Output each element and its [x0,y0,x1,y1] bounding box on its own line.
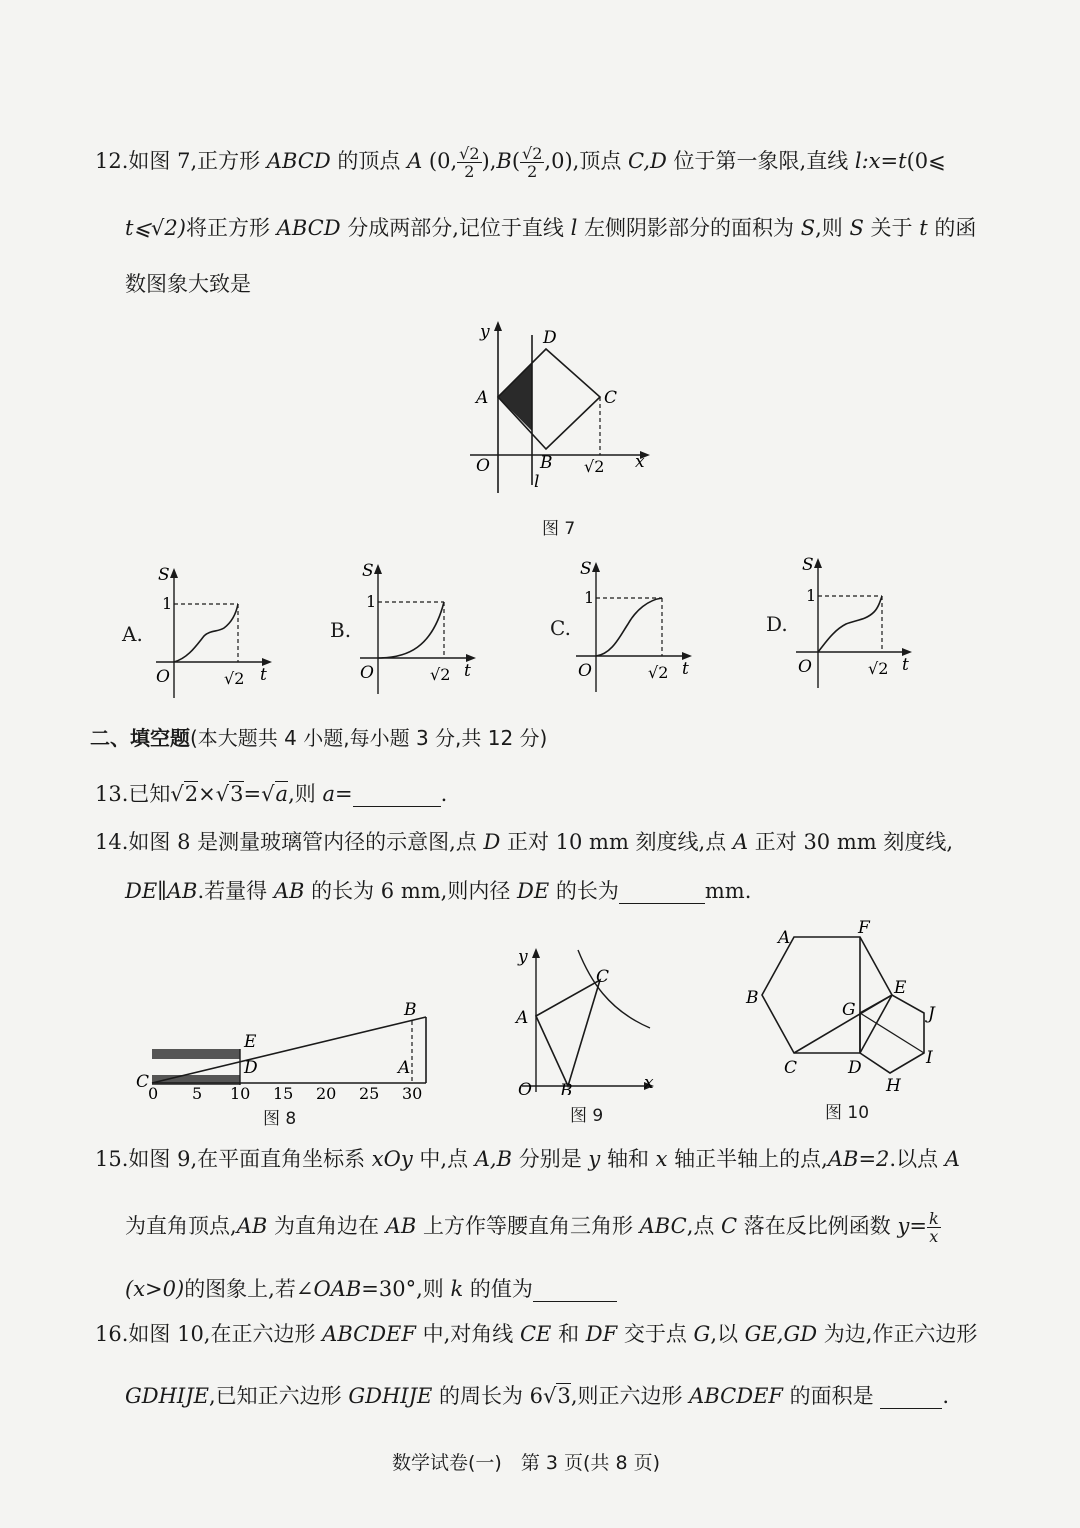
glass-tube-top [152,1049,240,1059]
y-axis-arrow [494,321,502,331]
fraction-sqrt2-over-2-b: $\frac{√2}{2}$ [522,144,543,181]
svg-text:B: B [404,1000,417,1020]
q12-line2: t⩽√2)将正方形 ABCD 分成两部分,记位于直线 l 左侧阴影部分的面积为 S,则 S 关于 t 的函 [125,216,977,240]
svg-text:0: 0 [148,1084,159,1103]
svg-text:E: E [894,978,907,998]
svg-text:√2: √2 [868,659,889,678]
svg-text:J: J [928,1004,935,1024]
fig7-caption: 图 7 [542,519,576,539]
option-a-graph[interactable] [148,562,278,702]
svg-text:1: 1 [366,592,377,611]
fig9-caption: 图 9 [570,1106,604,1126]
svg-text:B: B [560,1081,573,1095]
svg-text:√2: √2 [430,665,451,684]
svg-text:5: 5 [192,1084,203,1103]
fig10-caption: 图 10 [825,1103,870,1123]
svg-text:C: C [784,1058,798,1078]
label-D: D [543,328,557,348]
svg-text:1: 1 [806,586,817,605]
svg-text:t: t [260,665,267,685]
option-a-label[interactable]: A. [122,622,143,646]
svg-text:C: C [596,967,610,987]
q14-answer-blank[interactable] [619,879,705,904]
option-d-graph[interactable] [792,552,922,692]
option-c-label[interactable]: C. [550,616,571,640]
svg-text:O: O [156,667,170,687]
svg-text:F: F [858,918,870,938]
svg-text:x: x [644,1073,654,1093]
figure-7 [460,315,660,500]
label-A: A [476,388,489,408]
svg-text:O: O [360,663,374,683]
svg-text:A: A [516,1008,529,1028]
svg-text:t: t [464,661,471,681]
svg-text:1: 1 [162,594,173,613]
svg-text:I: I [926,1048,933,1068]
svg-text:√2: √2 [648,663,669,682]
svg-text:15: 15 [273,1084,294,1103]
q15-line1: 15.如图 9,在平面直角坐标系 xOy 中,点 A,B 分别是 y 轴和 x 轴正半轴上的点,AB=2.以点 A [95,1147,960,1171]
option-b-label[interactable]: B. [330,618,352,642]
svg-text:D: D [848,1058,862,1078]
curve-d [818,596,882,652]
q15-answer-blank[interactable] [533,1277,617,1302]
option-d-label[interactable]: D. [766,612,788,636]
fraction-sqrt2-over-2: $\frac{√2}{2}$ [459,144,480,181]
label-B: B [540,453,553,473]
svg-text:10: 10 [230,1084,251,1103]
label-sqrt2: √2 [584,457,605,476]
svg-text:O: O [578,661,592,681]
label-O: O [476,456,490,476]
q15-line3: (x>0)的图象上,若∠OAB=30°,则 k 的值为 [125,1273,617,1303]
q14-line2: DE∥AB.若量得 AB 的长为 6 mm,则内径 DE 的长为 mm. [125,879,752,903]
q12-line3: 数图象大致是 [125,272,251,296]
svg-text:25: 25 [359,1084,380,1103]
svg-text:30: 30 [402,1084,423,1103]
figure-9 [508,940,668,1095]
curve-c [596,598,662,656]
figure-8 [130,995,440,1105]
svg-text:y: y [518,947,528,967]
label-C: C [604,388,618,408]
option-c-graph[interactable] [572,556,702,696]
curve-b [378,602,444,658]
q13-answer-blank[interactable] [353,782,441,807]
svg-text:√2: √2 [224,669,245,688]
svg-text:20: 20 [316,1084,337,1103]
svg-text:S: S [802,555,814,575]
q16-line2: GDHIJE,已知正六边形 GDHIJE 的周长为 6√3,则正六边形 ABCDEF 的面积是 . [125,1384,950,1408]
svg-text:O: O [798,657,812,677]
q16-answer-blank[interactable] [880,1384,942,1409]
svg-text:G: G [842,1000,856,1020]
option-b-graph[interactable] [352,558,482,698]
svg-text:E: E [244,1032,257,1052]
svg-text:B: B [746,988,759,1008]
svg-text:O: O [518,1080,532,1095]
q12-line1: 12.如图 7,正方形 ABCD 的顶点 A (0, $\frac{√2}{2}$ ),B( $\frac{√2}{2}$ ,0),顶点 C,D 位于第一象限,直线 l:x=t(0⩽ [95,144,946,181]
svg-text:S: S [158,565,170,585]
hexagon-abcdef [762,937,892,1053]
q13-line: 13.已知√2×√3=√a,则 a= . [95,782,448,806]
svg-text:t: t [902,655,909,675]
q15-line2: 为直角顶点,AB 为直角边在 AB 上方作等腰直角三角形 ABC,点 C 落在反比例函数 y= $\frac{k}{x}$ [125,1209,939,1246]
label-l: l [534,472,540,492]
curve-a [174,604,238,662]
fraction-k-over-x: $\frac{k}{x}$ [928,1209,939,1246]
fig8-caption: 图 8 [263,1109,297,1129]
svg-text:D: D [244,1058,258,1078]
page-footer: 数学试卷(一) 第 3 页(共 8 页) [392,1452,660,1474]
figure-10 [740,915,960,1095]
svg-text:A: A [398,1058,411,1078]
q14-line1: 14.如图 8 是测量玻璃管内径的示意图,点 D 正对 10 mm 刻度线,点 A 正对 30 mm 刻度线, [95,830,954,854]
label-y: y [480,322,490,342]
svg-text:t: t [682,659,689,679]
section-2-heading: 二、填空题(本大题共 4 小题,每小题 3 分,共 12 分) [90,726,548,750]
svg-text:S: S [580,559,592,579]
shaded-region [498,363,532,431]
q16-line1: 16.如图 10,在正六边形 ABCDEF 中,对角线 CE 和 DF 交于点 G,以 GE,GD 为边,作正六边形 [95,1322,978,1346]
svg-text:S: S [362,561,374,581]
svg-text:A: A [778,928,791,948]
svg-text:C: C [136,1072,150,1092]
svg-text:1: 1 [584,588,595,607]
label-x: x [635,452,645,472]
triangle-abc [536,980,600,1086]
svg-text:H: H [886,1076,901,1095]
